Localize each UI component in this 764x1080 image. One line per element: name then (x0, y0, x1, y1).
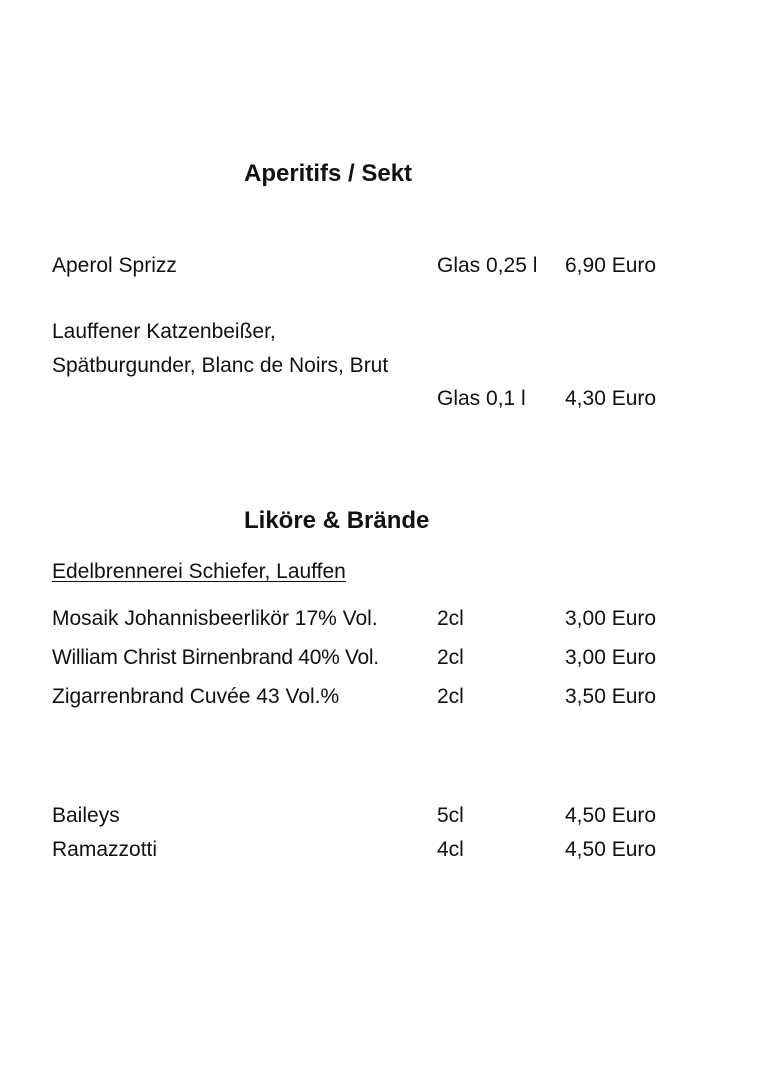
item-name-line-1: Lauffener Katzenbeißer, (52, 320, 276, 343)
item-price: 4,50 Euro (565, 804, 657, 827)
item-size: Glas 0,25 l (437, 254, 538, 277)
item-size: 4cl (437, 838, 464, 861)
item-name: Baileys (52, 804, 120, 827)
item-name: Mosaik Johannisbeerlikör 17% Vol. (52, 607, 378, 630)
item-name: Zigarrenbrand Cuvée 43 Vol.% (52, 685, 340, 708)
item-size: 2cl (437, 646, 464, 669)
item-price: 4,50 Euro (565, 838, 657, 861)
item-price: 3,00 Euro (565, 646, 657, 669)
section-subtitle: Edelbrennerei Schiefer, Lauffen (52, 560, 346, 583)
item-price: 3,00 Euro (565, 607, 657, 630)
item-price: 4,30 Euro (565, 387, 657, 410)
item-size: Glas 0,1 l (437, 387, 526, 410)
item-price: 3,50 Euro (565, 685, 657, 708)
item-name: Ramazzotti (52, 838, 158, 861)
section-title-aperitifs: Aperitifs / Sekt (244, 160, 413, 187)
item-size: 2cl (437, 685, 464, 708)
section-title-likoere: Liköre & Brände (244, 507, 430, 534)
item-price: 6,90 Euro (565, 254, 657, 277)
item-name-line-2: Spätburgunder, Blanc de Noirs, Brut (52, 354, 389, 377)
item-size: 2cl (437, 607, 464, 630)
item-name: Aperol Sprizz (52, 254, 177, 277)
item-size: 5cl (437, 804, 464, 827)
item-name: William Christ Birnenbrand 40% Vol. (52, 646, 379, 669)
